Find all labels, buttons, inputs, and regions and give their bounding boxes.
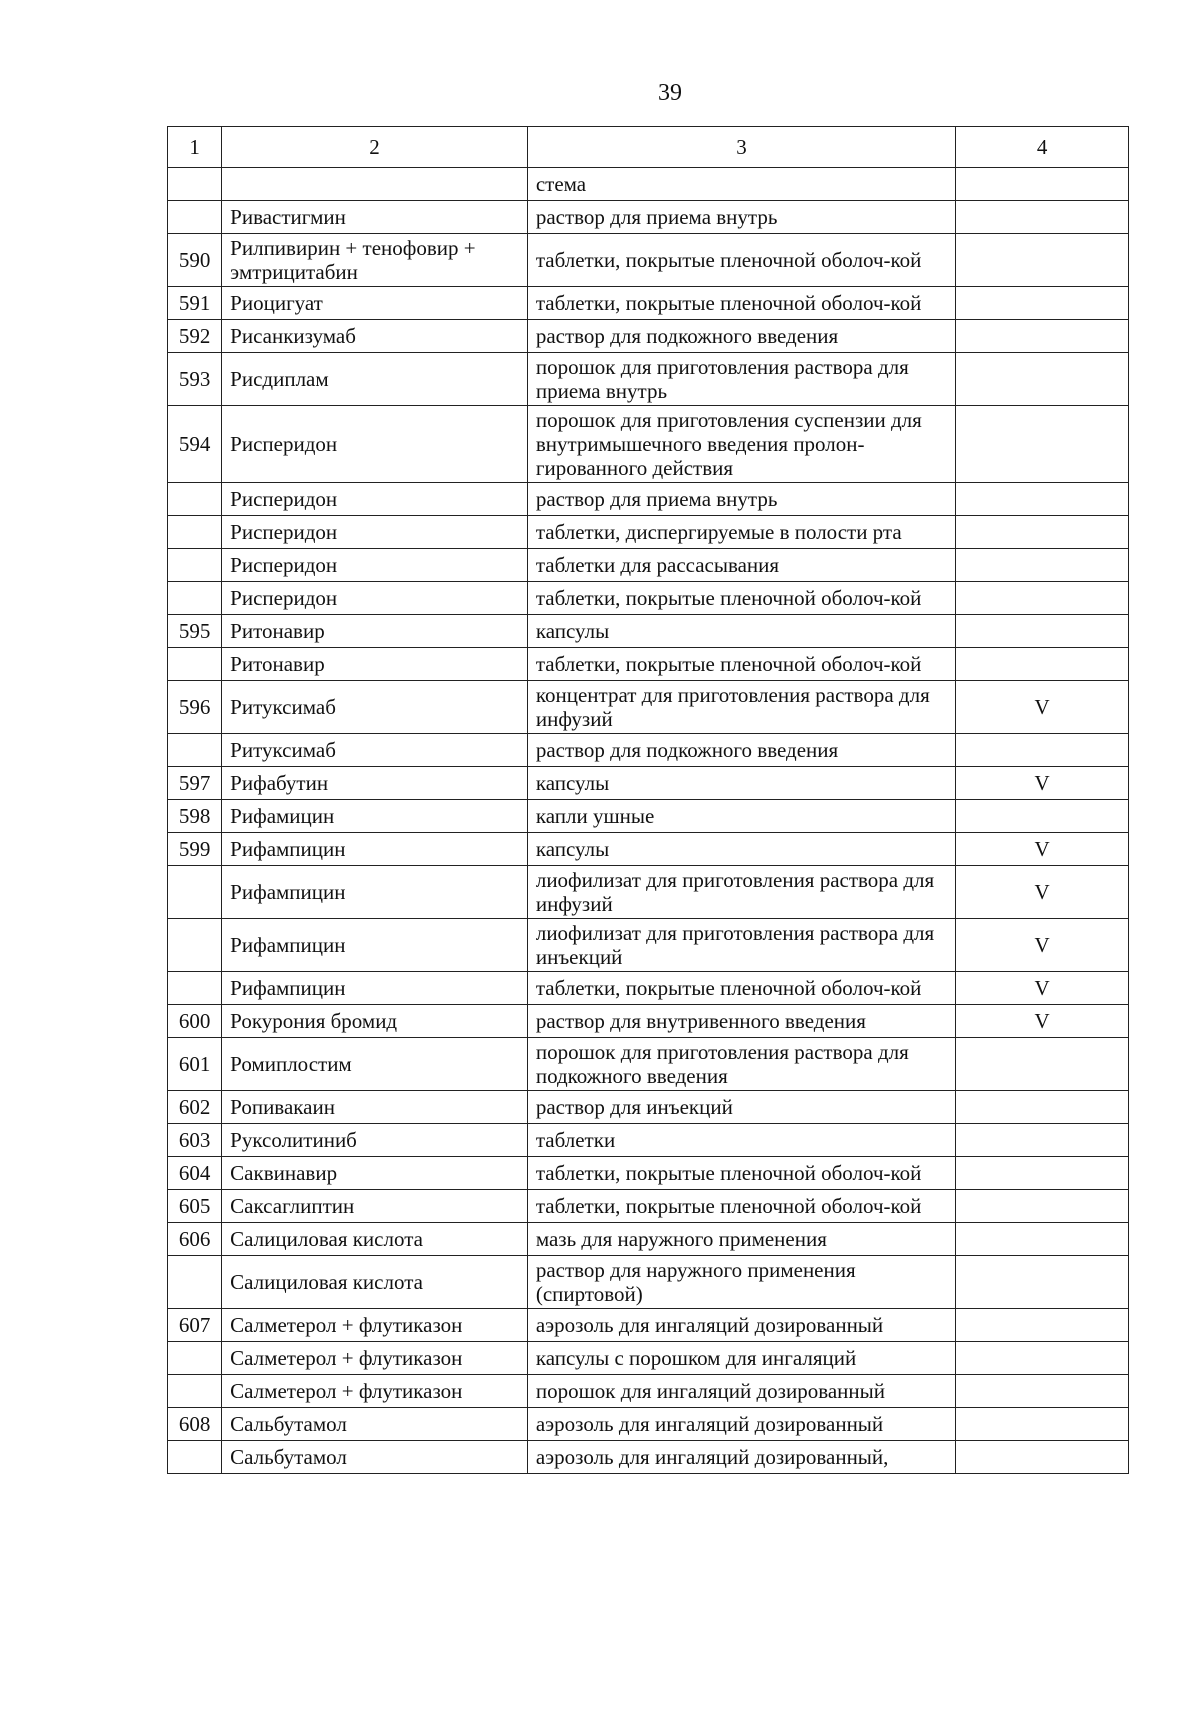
mark-cell — [956, 734, 1129, 767]
drug-name: Салметерол + флутиказон — [222, 1375, 528, 1408]
mark-cell — [956, 1223, 1129, 1256]
row-number — [168, 483, 222, 516]
dosage-form: стема — [527, 168, 955, 201]
mark-cell: V — [956, 1005, 1129, 1038]
drug-name: Сальбутамол — [222, 1408, 528, 1441]
row-number: 605 — [168, 1190, 222, 1223]
drug-name: Ропивакаин — [222, 1091, 528, 1124]
table-row — [168, 234, 1129, 287]
table-row — [168, 681, 1129, 734]
dosage-form: капли ушные — [527, 800, 955, 833]
drug-name: Салметерол + флутиказон — [222, 1342, 528, 1375]
table-row — [168, 1441, 1129, 1474]
table-row — [168, 549, 1129, 582]
row-number: 602 — [168, 1091, 222, 1124]
drug-name: Саквинавир — [222, 1157, 528, 1190]
dosage-form: таблетки, покрытые пленочной оболоч-кой — [527, 234, 955, 287]
dosage-form: мазь для наружного применения — [527, 1223, 955, 1256]
mark-cell — [956, 1309, 1129, 1342]
drug-name: Салметерол + флутиказон — [222, 1309, 528, 1342]
table-row — [168, 582, 1129, 615]
row-number — [168, 582, 222, 615]
table-row — [168, 1190, 1129, 1223]
table-row — [168, 1038, 1129, 1091]
dosage-form: таблетки, покрытые пленочной оболоч-кой — [527, 972, 955, 1005]
dosage-form: раствор для инъекций — [527, 1091, 955, 1124]
dosage-form: капсулы — [527, 767, 955, 800]
mark-cell — [956, 615, 1129, 648]
table-row — [168, 1375, 1129, 1408]
mark-cell — [956, 800, 1129, 833]
mark-cell — [956, 516, 1129, 549]
dosage-form: аэрозоль для ингаляций дозированный, — [527, 1441, 955, 1474]
drug-table — [167, 126, 1129, 1474]
page-number: 39 — [658, 80, 682, 106]
drug-name: Рифампицин — [222, 972, 528, 1005]
mark-cell — [956, 1038, 1129, 1091]
mark-cell — [956, 1124, 1129, 1157]
mark-cell — [956, 1157, 1129, 1190]
drug-name: Ритонавир — [222, 648, 528, 681]
mark-cell — [956, 168, 1129, 201]
table-row — [168, 1342, 1129, 1375]
drug-name: Саксаглиптин — [222, 1190, 528, 1223]
drug-name: Рисперидон — [222, 483, 528, 516]
drug-name: Рифамицин — [222, 800, 528, 833]
column-header-2: 2 — [222, 127, 528, 168]
dosage-form: порошок для приготовления раствора для приема внутрь — [527, 353, 955, 406]
dosage-form: таблетки, покрытые пленочной оболоч-кой — [527, 582, 955, 615]
row-number: 603 — [168, 1124, 222, 1157]
mark-cell: V — [956, 767, 1129, 800]
dosage-form: таблетки, покрытые пленочной оболоч-кой — [527, 648, 955, 681]
table-row — [168, 353, 1129, 406]
row-number — [168, 168, 222, 201]
table-row — [168, 1309, 1129, 1342]
row-number: 598 — [168, 800, 222, 833]
drug-name: Рифабутин — [222, 767, 528, 800]
column-header-3: 3 — [527, 127, 955, 168]
table-row — [168, 516, 1129, 549]
dosage-form: раствор для внутривенного введения — [527, 1005, 955, 1038]
table-row — [168, 1005, 1129, 1038]
row-number — [168, 516, 222, 549]
drug-name: Ромиплостим — [222, 1038, 528, 1091]
dosage-form: раствор для наружного применения (спиртовой) — [527, 1256, 955, 1309]
table-row — [168, 1124, 1129, 1157]
table-row — [168, 1157, 1129, 1190]
mark-cell — [956, 1342, 1129, 1375]
table-row — [168, 919, 1129, 972]
row-number — [168, 1342, 222, 1375]
mark-cell — [956, 201, 1129, 234]
drug-name: Рисанкизумаб — [222, 320, 528, 353]
dosage-form: аэрозоль для ингаляций дозированный — [527, 1408, 955, 1441]
mark-cell: V — [956, 833, 1129, 866]
row-number: 596 — [168, 681, 222, 734]
dosage-form: капсулы — [527, 615, 955, 648]
mark-cell — [956, 234, 1129, 287]
drug-name: Рифампицин — [222, 919, 528, 972]
table-row — [168, 201, 1129, 234]
drug-name: Рисперидон — [222, 549, 528, 582]
mark-cell — [956, 406, 1129, 483]
dosage-form: лиофилизат для приготовления раствора для инъекций — [527, 919, 955, 972]
row-number: 600 — [168, 1005, 222, 1038]
row-number: 593 — [168, 353, 222, 406]
row-number: 592 — [168, 320, 222, 353]
row-number — [168, 972, 222, 1005]
dosage-form: концентрат для приготовления раствора для инфузий — [527, 681, 955, 734]
mark-cell: V — [956, 972, 1129, 1005]
mark-cell — [956, 1375, 1129, 1408]
dosage-form: таблетки, покрытые пленочной оболоч-кой — [527, 1157, 955, 1190]
mark-cell — [956, 1441, 1129, 1474]
mark-cell — [956, 1190, 1129, 1223]
dosage-form: капсулы с порошком для ингаляций — [527, 1342, 955, 1375]
table-row — [168, 648, 1129, 681]
dosage-form: порошок для приготовления суспензии для внутримышечного введения пролон-гированного действия — [527, 406, 955, 483]
row-number: 608 — [168, 1408, 222, 1441]
dosage-form: аэрозоль для ингаляций дозированный — [527, 1309, 955, 1342]
table-row — [168, 800, 1129, 833]
table-row — [168, 320, 1129, 353]
drug-name: Рисдиплам — [222, 353, 528, 406]
row-number: 607 — [168, 1309, 222, 1342]
table-row — [168, 833, 1129, 866]
row-number: 591 — [168, 287, 222, 320]
dosage-form: капсулы — [527, 833, 955, 866]
mark-cell — [956, 582, 1129, 615]
row-number: 595 — [168, 615, 222, 648]
dosage-form: порошок для ингаляций дозированный — [527, 1375, 955, 1408]
dosage-form: таблетки, диспергируемые в полости рта — [527, 516, 955, 549]
mark-cell — [956, 353, 1129, 406]
dosage-form: раствор для приема внутрь — [527, 483, 955, 516]
mark-cell — [956, 1408, 1129, 1441]
row-number — [168, 734, 222, 767]
drug-name: Сальбутамол — [222, 1441, 528, 1474]
table-row — [168, 1091, 1129, 1124]
mark-cell — [956, 549, 1129, 582]
table-row — [168, 615, 1129, 648]
dosage-form: таблетки — [527, 1124, 955, 1157]
row-number — [168, 201, 222, 234]
mark-cell — [956, 320, 1129, 353]
drug-name: Салициловая кислота — [222, 1223, 528, 1256]
column-header-4: 4 — [956, 127, 1129, 168]
dosage-form: таблетки, покрытые пленочной оболоч-кой — [527, 287, 955, 320]
table-row — [168, 406, 1129, 483]
row-number — [168, 866, 222, 919]
mark-cell — [956, 483, 1129, 516]
dosage-form: раствор для приема внутрь — [527, 201, 955, 234]
row-number — [168, 549, 222, 582]
drug-name: Ривастигмин — [222, 201, 528, 234]
dosage-form: раствор для подкожного введения — [527, 734, 955, 767]
column-header-1: 1 — [168, 127, 222, 168]
dosage-form: таблетки, покрытые пленочной оболоч-кой — [527, 1190, 955, 1223]
mark-cell — [956, 287, 1129, 320]
row-number — [168, 648, 222, 681]
row-number: 590 — [168, 234, 222, 287]
mark-cell — [956, 1256, 1129, 1309]
table-row — [168, 1223, 1129, 1256]
table-body — [168, 168, 1129, 1474]
table-row — [168, 1256, 1129, 1309]
row-number — [168, 1375, 222, 1408]
row-number: 599 — [168, 833, 222, 866]
table-row — [168, 734, 1129, 767]
drug-name: Салициловая кислота — [222, 1256, 528, 1309]
dosage-form: таблетки для рассасывания — [527, 549, 955, 582]
row-number: 604 — [168, 1157, 222, 1190]
row-number — [168, 1256, 222, 1309]
table-row — [168, 972, 1129, 1005]
table-row — [168, 287, 1129, 320]
drug-name: Ритонавир — [222, 615, 528, 648]
dosage-form: раствор для подкожного введения — [527, 320, 955, 353]
drug-name: Рокурония бромид — [222, 1005, 528, 1038]
drug-name: Рилпивирин + тенофовир + эмтрицитабин — [222, 234, 528, 287]
drug-name: Ритуксимаб — [222, 681, 528, 734]
table-row — [168, 483, 1129, 516]
drug-name: Рисперидон — [222, 516, 528, 549]
drug-name: Рифампицин — [222, 866, 528, 919]
drug-name: Рисперидон — [222, 406, 528, 483]
mark-cell: V — [956, 681, 1129, 734]
drug-name: Рифампицин — [222, 833, 528, 866]
table-row — [168, 866, 1129, 919]
drug-name: Руксолитиниб — [222, 1124, 528, 1157]
row-number — [168, 919, 222, 972]
row-number: 601 — [168, 1038, 222, 1091]
row-number: 606 — [168, 1223, 222, 1256]
row-number: 594 — [168, 406, 222, 483]
mark-cell — [956, 648, 1129, 681]
dosage-form: порошок для приготовления раствора для подкожного введения — [527, 1038, 955, 1091]
drug-name — [222, 168, 528, 201]
drug-name: Рисперидон — [222, 582, 528, 615]
table-row — [168, 168, 1129, 201]
drug-name: Ритуксимаб — [222, 734, 528, 767]
row-number — [168, 1441, 222, 1474]
drug-name: Риоцигуат — [222, 287, 528, 320]
dosage-form: лиофилизат для приготовления раствора для инфузий — [527, 866, 955, 919]
table-row — [168, 1408, 1129, 1441]
table-row — [168, 767, 1129, 800]
mark-cell: V — [956, 919, 1129, 972]
table-header-row — [168, 127, 1129, 168]
row-number: 597 — [168, 767, 222, 800]
mark-cell: V — [956, 866, 1129, 919]
mark-cell — [956, 1091, 1129, 1124]
